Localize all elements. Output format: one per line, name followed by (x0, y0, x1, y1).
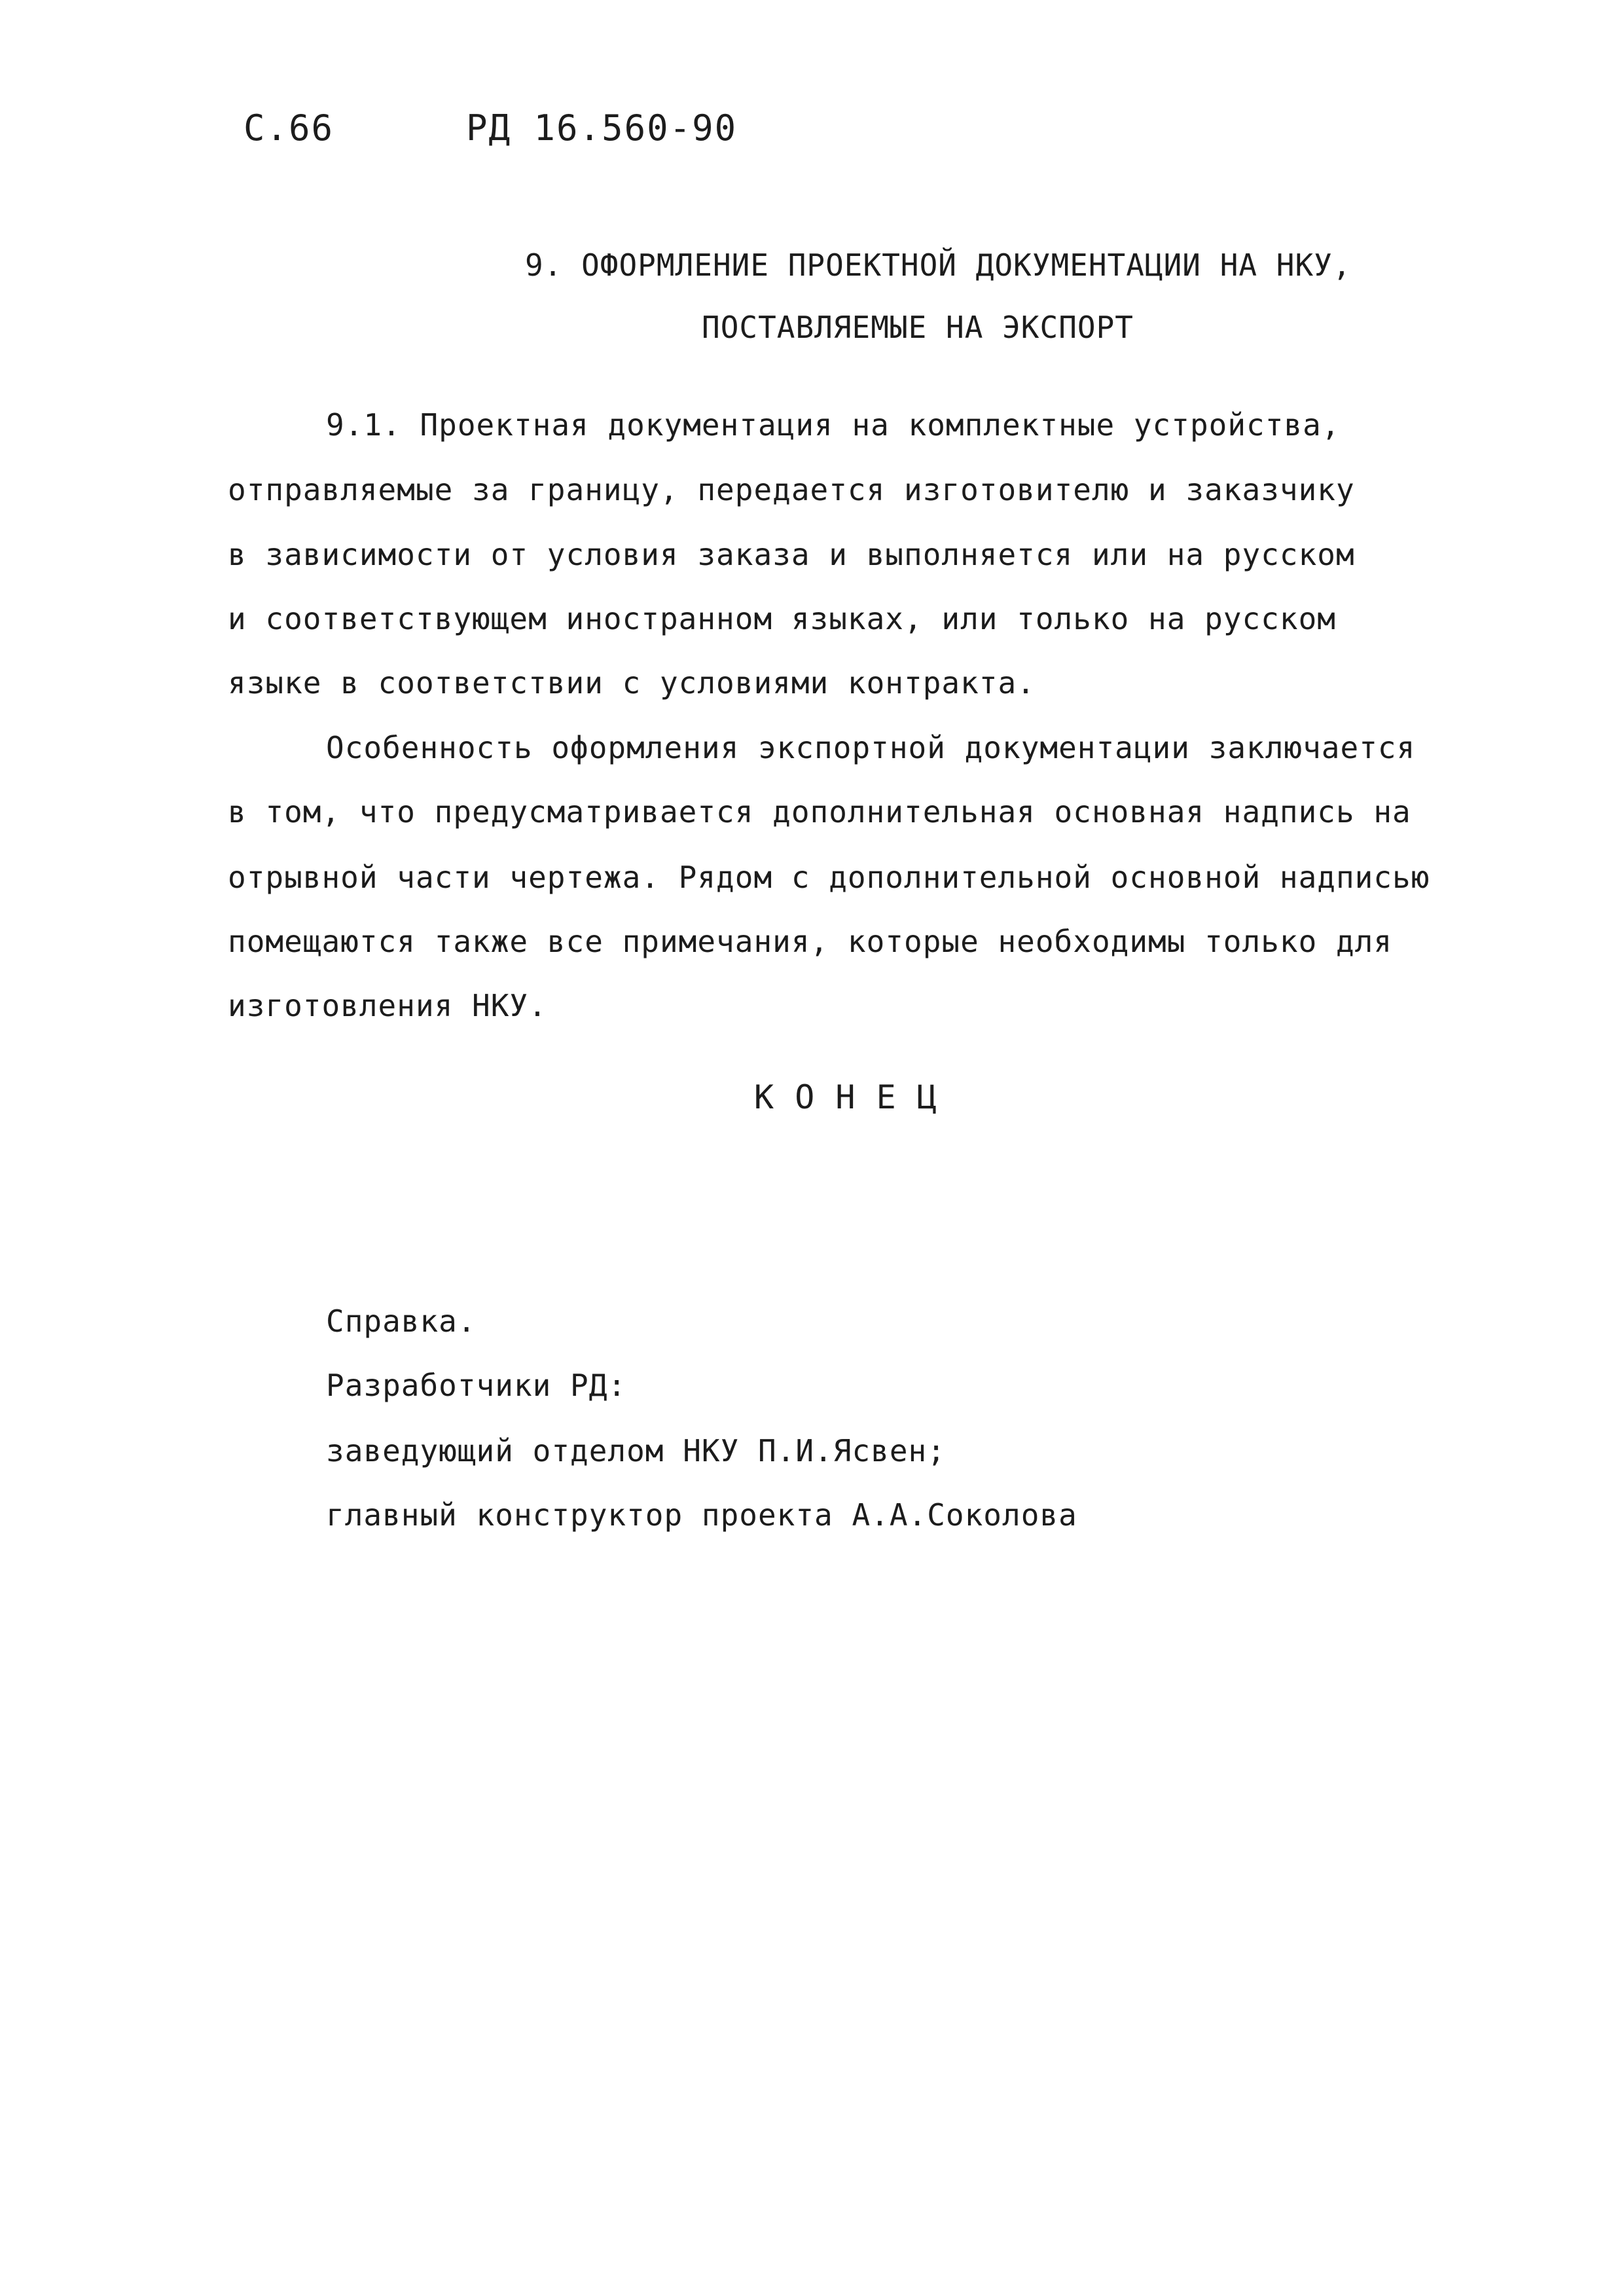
paragraph-1-line-3: в зависимости от условия заказа и выполняется или на русском (228, 537, 1355, 572)
developer-line-2: главный конструктор проекта А.А.Соколова (326, 1497, 1077, 1533)
developer-line-1: заведующий отделом НКУ П.И.Ясвен; (326, 1433, 946, 1468)
paragraph-2-line-5: изготовления НКУ. (228, 988, 547, 1023)
paragraph-1-line-1: 9.1. Проектная документация на комплектные устройства, (326, 407, 1341, 443)
document-code: РД 16.560-90 (466, 107, 738, 149)
paragraph-2-line-3: отрывной части чертежа. Рядом с дополнительной основной надписью (228, 860, 1430, 895)
end-mark: К О Н Е Ц (754, 1078, 937, 1116)
section-title-line-2: ПОСТАВЛЯЕМЫЕ НА ЭКСПОРТ (702, 310, 1134, 345)
reference-label: Справка. (326, 1303, 477, 1339)
paragraph-1-line-4: и соответствующем иностранном языках, или только на русском (228, 601, 1336, 636)
developers-label: Разработчики РД: (326, 1368, 627, 1403)
paragraph-2-line-2: в том, что предусматривается дополнительная основная надпись на (228, 794, 1411, 829)
section-title-line-1: 9. ОФОРМЛЕНИЕ ПРОЕКТНОЙ ДОКУМЕНТАЦИИ НА НКУ, (525, 247, 1352, 283)
page-number: С.66 (244, 107, 334, 149)
paragraph-2-line-4: помещаются также все примечания, которые необходимы только для (228, 924, 1393, 959)
paragraph-1-line-2: отправляемые за границу, передается изготовителю и заказчику (228, 472, 1355, 507)
paragraph-1-line-5: языке в соответствии с условиями контракта. (228, 665, 1036, 701)
paragraph-2-line-1: Особенность оформления экспортной документации заключается (326, 730, 1416, 765)
